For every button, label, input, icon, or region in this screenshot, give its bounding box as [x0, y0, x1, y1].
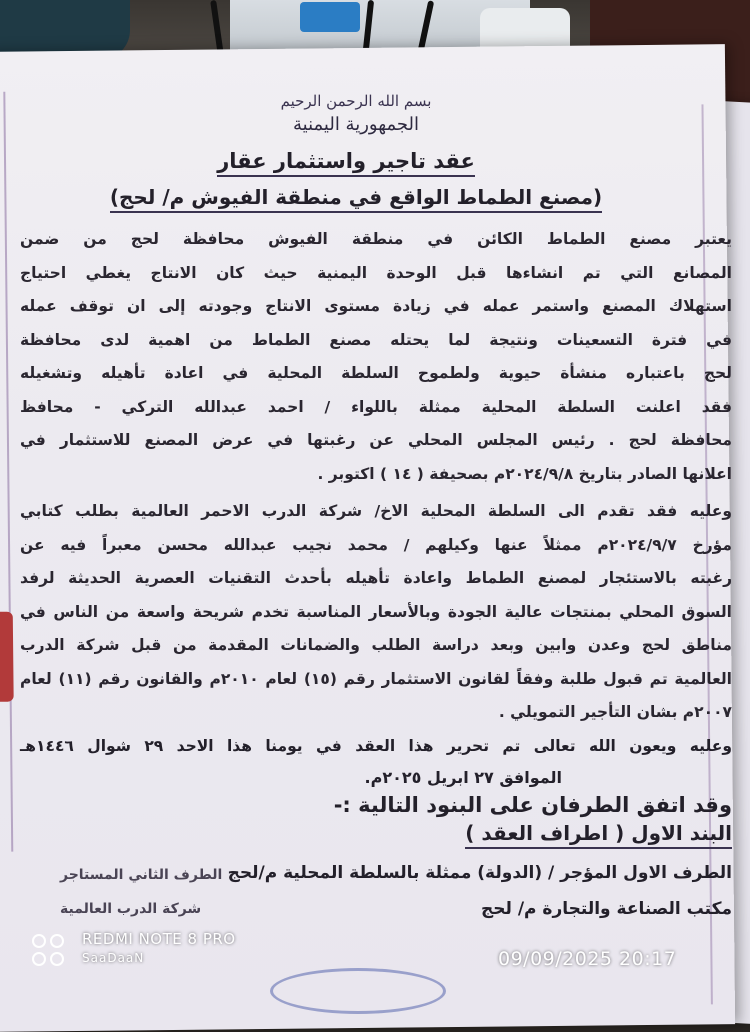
contract-subtitle: [0, 185, 732, 209]
text-line: رغبته بالاستئجار لمصنع الطماط واعادة تأهيله بأحدث التقنيات العصرية الحديثة لرفد: [20, 569, 732, 587]
first-party-office: مكتب الصناعة والتجارة م/ لحج: [481, 898, 732, 919]
photo-timestamp: 09/09/2025 20:17: [498, 948, 677, 970]
text-line: يعتبر مصنع الطماط الكائن في منطقة الفيوش محافظة لحج من ضمن: [20, 230, 732, 248]
text-line: اعلانها الصادر بتاريخ ٢٠٢٤/٩/٨م بصحيفة ( ١٤ ) اكتوبر .: [317, 464, 732, 483]
parties-row: [20, 863, 732, 893]
hijri-date-line: وعليه ويعون الله تعالى تم تحرير هذا العقد في يومنا هذا الاحد ٢٩ شوال ١٤٤٦هـ: [20, 736, 732, 755]
contract-subtitle-text: (مصنع الطماط الواقع في منطقة الفيوش م/ لحج): [110, 185, 602, 213]
stamp: [270, 968, 446, 1014]
bismillah-header: بسم الله الرحمن الرحيم: [280, 92, 432, 110]
text-line: لحج باعتباره منشأة حيوية ولطموح السلطة المحلية في اعادة تأهيله وتشغيله: [20, 364, 732, 382]
second-party: الطرف الثاني المستاجر: [60, 866, 223, 883]
text-line: فقد اعلنت السلطة المحلية ممثلة باللواء / احمد عبدالله التركي - محافظ: [20, 397, 732, 416]
first-party: الطرف الاول المؤجر / (الدولة) ممثلة بالسلطة المحلية م/لحج: [227, 862, 732, 883]
text-line: المصانع التي تم انشاءها قبل الوحدة اليمنية حيث كان الانتاج يغطي احتياج: [20, 263, 732, 282]
text-line: مناطق لحج وعدن وابين وبعد دراسة الطلب والضمانات المقدمة من قبل شركة الدرب: [20, 636, 732, 654]
contract-title: [0, 149, 732, 173]
red-tab: [0, 612, 14, 702]
agreement-heading: وقد اتفق الطرفان على البنود التالية :-: [333, 792, 732, 817]
text-line: السوق المحلي بمنتجات عالية الجودة وبالأسعار المناسبة تخدم شريحة واسعة من الناس في: [20, 602, 732, 621]
power-strip-switch: [300, 2, 360, 32]
text-line: في فترة التسعينات ونتيجة لما يحتله مصنع الطماط من اهمية لدى محافظة: [20, 330, 732, 349]
camera-owner: SaaDaaN: [82, 951, 145, 965]
text-line: محافظة لحج . رئيس المجلس المحلي عن رغبتها في عرض المصنع للاستثمار في: [20, 431, 732, 449]
second-party-company: شركة الدرب العالمية: [60, 900, 202, 917]
republic-header: الجمهورية اليمنية: [292, 114, 420, 135]
gregorian-date-line: الموافق ٢٧ ابريل ٢٠٢٥م.: [364, 767, 562, 787]
document-body: [20, 92, 732, 927]
paragraph-background: [20, 223, 732, 491]
text-line: وعليه فقد تقدم الى السلطة المحلية الاخ/ شركة الدرب الاحمر العالمية بطلب كتابي: [20, 502, 732, 520]
clause-one-heading: [20, 821, 732, 845]
clause-one-text: البند الاول ( اطراف العقد ): [465, 821, 732, 849]
text-line: مؤرخ ٢٠٢٤/٩/٧م ممثلاً عنها وكيلهم / محمد نجيب عبدالله محسن معبراً فيه عن: [20, 535, 732, 554]
text-line: استهلاك المصنع واستمر عمله في زيادة مستوى الانتاج وجودته إلى ان توقف عمله: [20, 297, 732, 315]
paragraph-request: [20, 495, 732, 730]
camera-model: REDMI NOTE 8 PRO: [82, 930, 236, 948]
contract-title-text: عقد تاجير واستثمار عقار: [217, 149, 475, 177]
parties-row-2: [20, 899, 732, 927]
text-line: العالمية تم قبول طلبة وفقاً لقانون الاستثمار رقم (١٥) لعام ٢٠١٠م والقانون رقم (١١) لعام: [20, 669, 732, 688]
camera-logo-icon: [30, 932, 70, 970]
text-line: ٢٠٠٧م بشان التأجير التمويلي .: [498, 703, 732, 721]
